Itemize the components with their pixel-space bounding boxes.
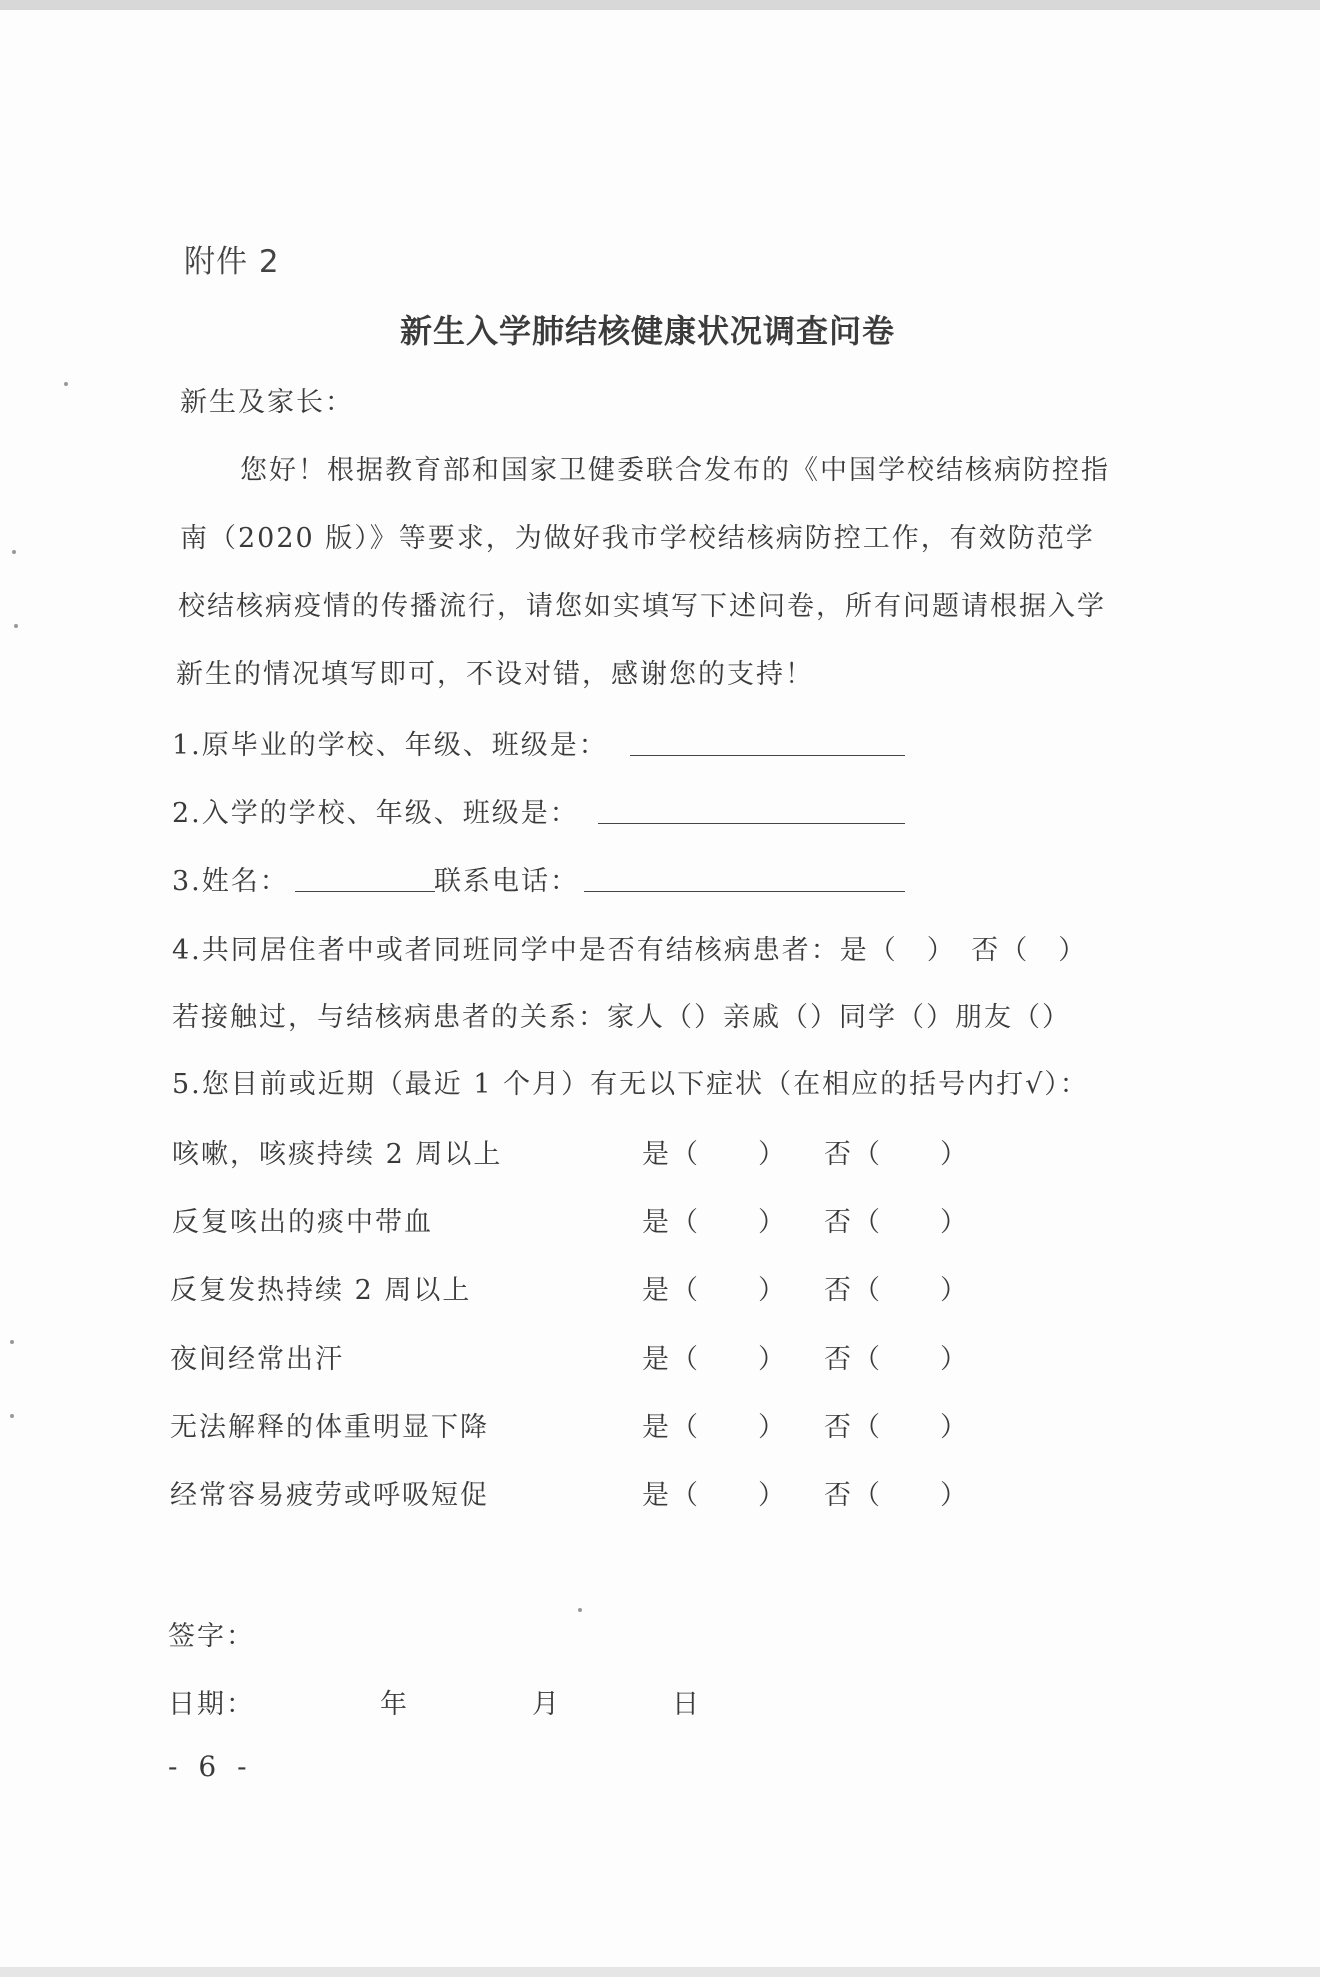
scan-speck — [10, 1340, 14, 1344]
symptom-label: 夜间经常出汗 — [170, 1344, 344, 1375]
symptom-no-option[interactable]: 否（ ） — [824, 1412, 969, 1443]
question-4: 4.共同居住者中或者同班同学中是否有结核病患者：是（ ） 否（ ） — [172, 935, 1088, 966]
intro-line-3: 校结核病疫情的传播流行，请您如实填写下述问卷，所有问题请根据入学 — [178, 591, 1106, 622]
intro-line-1: 您好！根据教育部和国家卫健委联合发布的《中国学校结核病防控指 — [240, 455, 1110, 486]
symptom-no-option[interactable]: 否（ ） — [824, 1139, 969, 1170]
date-day-label: 日 — [672, 1689, 701, 1720]
top-border — [0, 0, 1320, 10]
scan-speck — [10, 1414, 14, 1418]
greeting: 新生及家长： — [180, 387, 354, 418]
bottom-border — [0, 1967, 1320, 1977]
q2-answer-line[interactable] — [598, 823, 905, 824]
scan-speck — [12, 550, 16, 554]
symptom-yes-option[interactable]: 是（ ） — [642, 1480, 787, 1511]
date-label: 日期： — [168, 1689, 255, 1720]
symptom-yes-option[interactable]: 是（ ） — [642, 1412, 787, 1443]
document-title: 新生入学肺结核健康状况调查问卷 — [400, 312, 896, 350]
document-page — [0, 10, 1320, 1967]
symptom-no-option[interactable]: 否（ ） — [824, 1207, 969, 1238]
page-number: - 6 - — [168, 1750, 253, 1783]
symptom-label: 咳嗽，咳痰持续 2 周以上 — [172, 1139, 503, 1170]
question-5: 5.您目前或近期（最近 1 个月）有无以下症状（在相应的括号内打√）： — [172, 1069, 1089, 1100]
question-3-phone: 联系电话： — [434, 866, 579, 897]
symptom-no-option[interactable]: 否（ ） — [824, 1480, 969, 1511]
phone-answer-line[interactable] — [584, 891, 905, 892]
symptom-yes-option[interactable]: 是（ ） — [642, 1139, 787, 1170]
question-4-relation: 若接触过，与结核病患者的关系：家人（）亲戚（）同学（）朋友（） — [172, 1002, 1071, 1033]
symptom-yes-option[interactable]: 是（ ） — [642, 1344, 787, 1375]
symptom-label: 反复咳出的痰中带血 — [172, 1207, 433, 1238]
symptom-label: 无法解释的体重明显下降 — [170, 1412, 489, 1443]
signature-label: 签字： — [168, 1621, 255, 1652]
name-answer-line[interactable] — [295, 891, 435, 892]
scan-speck — [578, 1608, 582, 1612]
date-month-label: 月 — [532, 1689, 561, 1720]
question-1: 1.原毕业的学校、年级、班级是： — [172, 730, 608, 761]
scan-speck — [14, 624, 18, 628]
symptom-label: 反复发热持续 2 周以上 — [170, 1275, 472, 1306]
scan-speck — [64, 382, 68, 386]
question-2: 2.入学的学校、年级、班级是： — [172, 798, 579, 829]
question-3-name: 3.姓名： — [172, 866, 289, 897]
symptom-yes-option[interactable]: 是（ ） — [642, 1275, 787, 1306]
intro-line-4: 新生的情况填写即可，不设对错，感谢您的支持！ — [176, 659, 814, 690]
symptom-no-option[interactable]: 否（ ） — [824, 1275, 969, 1306]
symptom-no-option[interactable]: 否（ ） — [824, 1344, 969, 1375]
intro-line-2: 南（2020 版）》等要求，为做好我市学校结核病防控工作，有效防范学 — [180, 523, 1095, 554]
symptom-yes-option[interactable]: 是（ ） — [642, 1207, 787, 1238]
symptom-label: 经常容易疲劳或呼吸短促 — [170, 1480, 489, 1511]
attachment-label: 附件 2 — [184, 244, 280, 280]
date-year-label: 年 — [380, 1689, 409, 1720]
q1-answer-line[interactable] — [630, 755, 905, 756]
